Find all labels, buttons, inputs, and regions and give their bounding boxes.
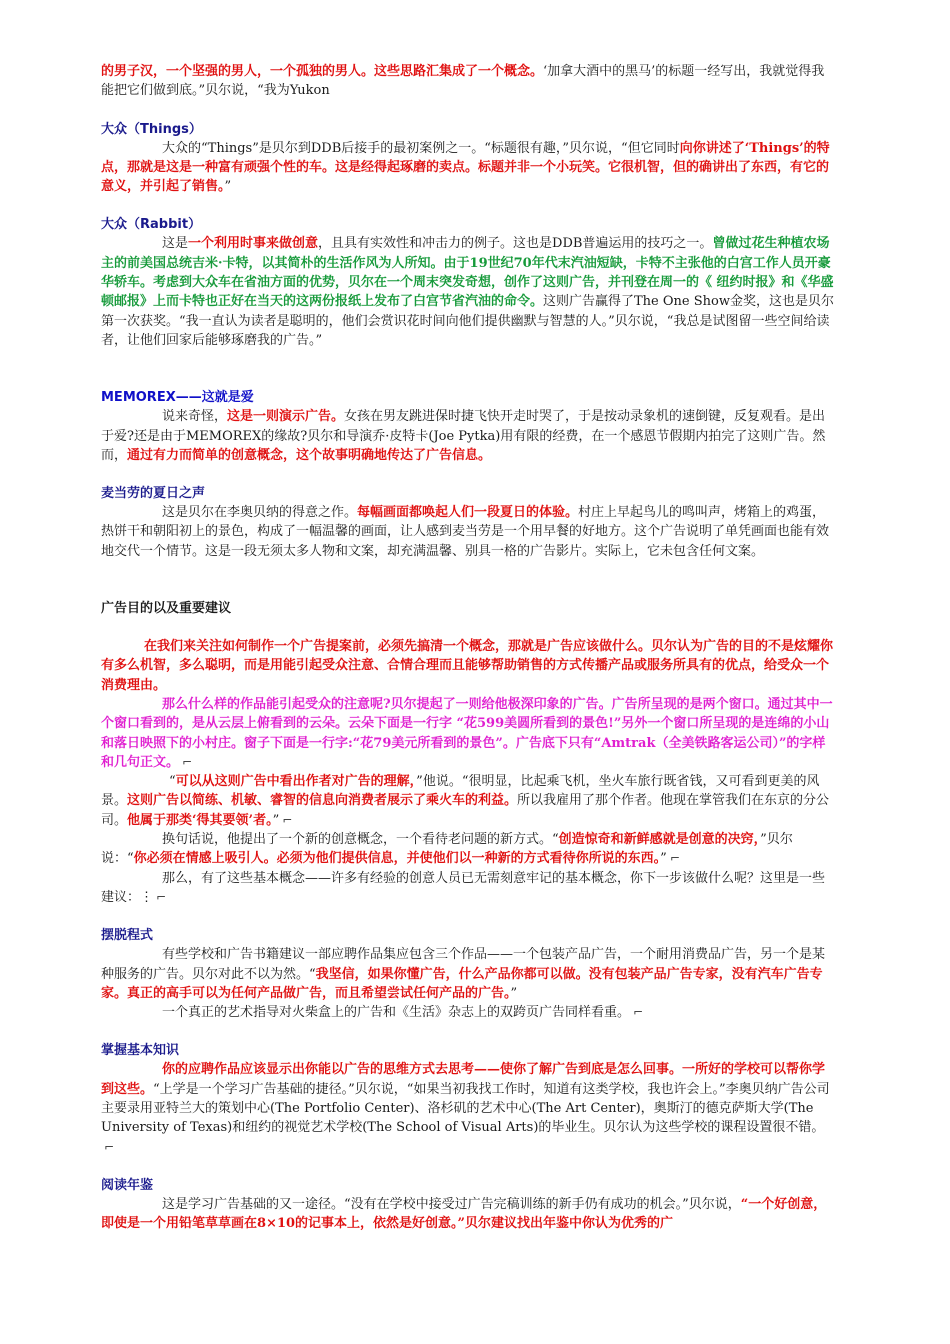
body-text: 这是学习广告基础的又一途径。“没有在学校中接受过广告完稿训练的新手仍有成功的机会。”贝尔说， (162, 1196, 741, 1212)
highlight-green: 曾做过花生种植农场主的前美国总统吉米·卡特，以其简朴的生活作风为人所知。由于19世纪70年代末汽油短缺，卡特不主张他的白宫工作人员开豪华轿车。考虑到大众车在省油方面的优势，贝尔在一个周末突发奇想，创作了这则广告，并刊登在周一的《 纽约时报》和《华盛顿邮报》上而卡特也正好在当天的这两份报纸上发布了白宫节省汽油的命令。 (101, 236, 834, 310)
suggestions-paragraph (101, 869, 836, 908)
highlight-red: 一个利用时事来做创意 (188, 236, 319, 252)
highlight-red: 你的应聘作品应该显示出你能以广告的思维方式去思考——使你了解广告到底是怎么回事。一所好的学校可以帮你学到这些。 (101, 1062, 826, 1097)
body-text: 大众的“Things”是贝尔到DDB后接手的最初案例之一。“标题很有趣，”贝尔说，“但它同时 (162, 140, 680, 156)
body-text: 所以我雇用了那个作者。他现在掌管我们在东京的分公司。 (101, 793, 830, 828)
yukon-paragraph (101, 62, 836, 101)
body-text: 女孩在男友跳进保时捷飞快开走时哭了，于是按动录象机的速倒键，反复观看。是出于爱?还是由于MEMOREX的缘故?贝尔和导演乔·皮特卡(Joe Pytka)用有限的经费，在一个感恩节假期内拍完了这则广告。然而， (101, 409, 826, 463)
body-text: 这是贝尔在李奥贝纳的得意之作。 (162, 505, 358, 521)
highlight-red: “一个好创意，即使是一个用铅笔草草画在8×10的记事本上，依然是好创意。”贝尔建议找出年鉴中你认为优秀的广 (101, 1196, 827, 1232)
annual-paragraph (101, 1195, 836, 1234)
heading-purpose: 广告目的以及重要建议 (101, 601, 232, 617)
body-text: ⋮ (140, 889, 154, 905)
things-paragraph (101, 139, 836, 197)
body-text: ” (272, 812, 280, 828)
paragraph-mark-icon: ⌐ (282, 812, 293, 827)
heading-text: MEMOREX——这就是爱 (101, 390, 254, 406)
rabbit-paragraph (101, 234, 836, 350)
paragraph-mark-icon: ⌐ (669, 851, 680, 866)
memorex-paragraph (101, 407, 836, 465)
highlight-red: 你必须在情感上吸引人。必须为他们提供信息，并使他们以一种新的方式看待你所说的东西。 (133, 851, 661, 867)
body-text: ”他说。“很明显，比起乘飞机，坐火车旅行既省钱，又可看到更美的风景。 (101, 774, 820, 809)
body-text: 说来奇怪， (162, 409, 228, 425)
amtrak-paragraph (101, 695, 836, 772)
highlight-red: 可以从这则广告中看出作者对广告的理解， (175, 774, 417, 790)
highlight-red: 他属于那类‘得其要领’者。 (127, 812, 273, 828)
body-text: “ (169, 774, 176, 790)
writer-paragraph (101, 772, 836, 830)
body-text: 换句话说，他提出了一个新的创意概念，一个看待老问题的新方式。“ (162, 832, 559, 848)
heading-memorex (101, 388, 836, 407)
body-text: 这是 (162, 236, 189, 252)
surprise-paragraph (101, 830, 836, 869)
body-text: ” (660, 851, 667, 867)
heading-things: 大众（Things） (101, 121, 202, 137)
heading-mcdonalds: 麦当劳的夏日之声 (101, 486, 206, 502)
highlight-red: 我坚信，如果你懂广告，什么产品你都可以做。没有包装产品广告专家，没有汽车广告专家。真正的高手可以为任何产品做广告，而且希望尝试任何产品的广告。 (101, 966, 823, 1001)
highlight-red: 的男子汉，一个坚强的男人，一个孤独的男人。这些思路汇集成了一个概念。 (101, 64, 544, 79)
highlight-red: 在我们来关注如何制作一个广告提案前，必须先搞清一个概念，那就是广告应该做什么。贝尔认为广告的目的不是炫耀你有多么机智，多么聪明，而是用能引起受众注意、合情合理而且能够帮助销售的方式传播产品或服务所具有的优点，给受众一个消费理由。 (101, 639, 834, 693)
mcdonalds-paragraph (101, 503, 836, 561)
purpose-paragraph (101, 637, 836, 695)
body-text: 村庄上早起鸟儿的鸣叫声，烤箱上的鸡蛋，热饼干和朝阳初上的景色，构成了一幅温馨的画面，让人感到麦当劳是一个用早餐的好地方。这个广告说明了单凭画面也能有效地交代一个情节。这是一段无须太多人物和文案，却充满温馨、别具一格的广告影片。实际上，它未包含任何文案。 (101, 505, 830, 559)
body-text: 有些学校和广告书籍建议一部应聘作品集应包含三个作品——一个包装产品广告，一个耐用消费品广告，另一个是某种服务的广告。贝尔对此不以为然。“ (101, 947, 826, 982)
paragraph-mark-icon: ⌐ (182, 754, 193, 769)
art-director-paragraph (101, 1003, 836, 1022)
body-text: 这则广告赢得了The One Show金奖，这也是贝尔第一次获奖。“我一直认为读者是聪明的，他们会赏识花时间向他们提供幽默与智慧的人。”贝尔说，“我总是试图留一些空间给读者，让他们回家后能够琢磨我的广告。” (101, 294, 834, 348)
highlight-magenta: 那么什么样的作品能引起受众的注意呢?贝尔提起了一则给他极深印象的广告。广告所呈现的是两个窗口。通过其中一个窗口看到的，是从云层上俯看到的云朵。云朵下面是一行字 “花599美圆所看到的景色!”另外一个窗口所呈现的是连绵的小山和落日映照下的小村庄。窗子下面是一行字:“花79美元所看到的景色”。广告底下只有“Amtrak（全美铁路客运公司）”的字样和几句正文。 (101, 696, 833, 770)
heading-rabbit: 大众（Rabbit） (101, 217, 202, 233)
heading-basics: 掌握基本知识 (101, 1043, 180, 1059)
body-text: ，且具有实效性和冲击力的例子。这也是DDB普遍运用的技巧之一。 (318, 236, 713, 252)
body-text: “上学是一个学习广告基础的捷径。”贝尔说，“如果当初我找工作时，知道有这类学校，我也许会上。”李奥贝纳广告公司主要录用亚特兰大的策划中心(The Portfolio Center)、洛杉矶的艺术中心(The Art Center)，奥斯汀的德克萨斯大学(The University of Texas)和纽约的视觉艺术学校(The School of Visual Arts)的毕业生。贝尔认为这些学校的课程设置很不错。 (101, 1081, 830, 1136)
highlight-red: 每幅画面都唤起人们一段夏日的体验。 (357, 505, 579, 521)
body-text: ‘加拿大酒中的黑马’的标题一经写出，我就觉得我能把它们做到底。”贝尔说，“我为Yukon (101, 64, 825, 99)
body-text: 一个真正的艺术指导对火柴盒上的广告和《生活》杂志上的双跨页广告同样看重。 (162, 1005, 631, 1021)
heading-routine: 摆脱程式 (101, 928, 154, 944)
body-text: ” (224, 179, 232, 195)
highlight-red: 这则广告以简练、机敏、睿智的信息向消费者展示了乘火车的利益。 (127, 793, 518, 809)
paragraph-mark-icon: ⌐ (104, 1139, 115, 1154)
highlight-red: 创造惊奇和新鲜感就是创意的决窍， (558, 832, 761, 848)
highlight-red: 这是一则演示广告。 (227, 409, 345, 425)
body-text: ”贝尔说：“ (101, 832, 793, 867)
routine-paragraph (101, 945, 836, 1003)
heading-annual: 阅读年鉴 (101, 1177, 154, 1193)
body-text: ” (510, 985, 518, 1001)
highlight-red: 向你讲述了‘Things’的特点，那就是这是一种富有顽强个性的车。这是经得起琢磨的卖点。标题并非一个小玩笑。它很机智，但的确讲出了东西，有它的意义，并引起了销售。 (101, 140, 830, 195)
paragraph-mark-icon: ⌐ (156, 889, 167, 904)
highlight-red: 通过有力而简单的创意概念，这个故事明确地传达了广告信息。 (127, 447, 492, 463)
basics-paragraph (101, 1060, 836, 1156)
body-text: 那么，有了这些基本概念——许多有经验的创意人员已无需刻意牢记的基本概念，你下一步该做什么呢？这里是一些建议： (101, 870, 826, 905)
paragraph-mark-icon: ⌐ (633, 1005, 644, 1020)
